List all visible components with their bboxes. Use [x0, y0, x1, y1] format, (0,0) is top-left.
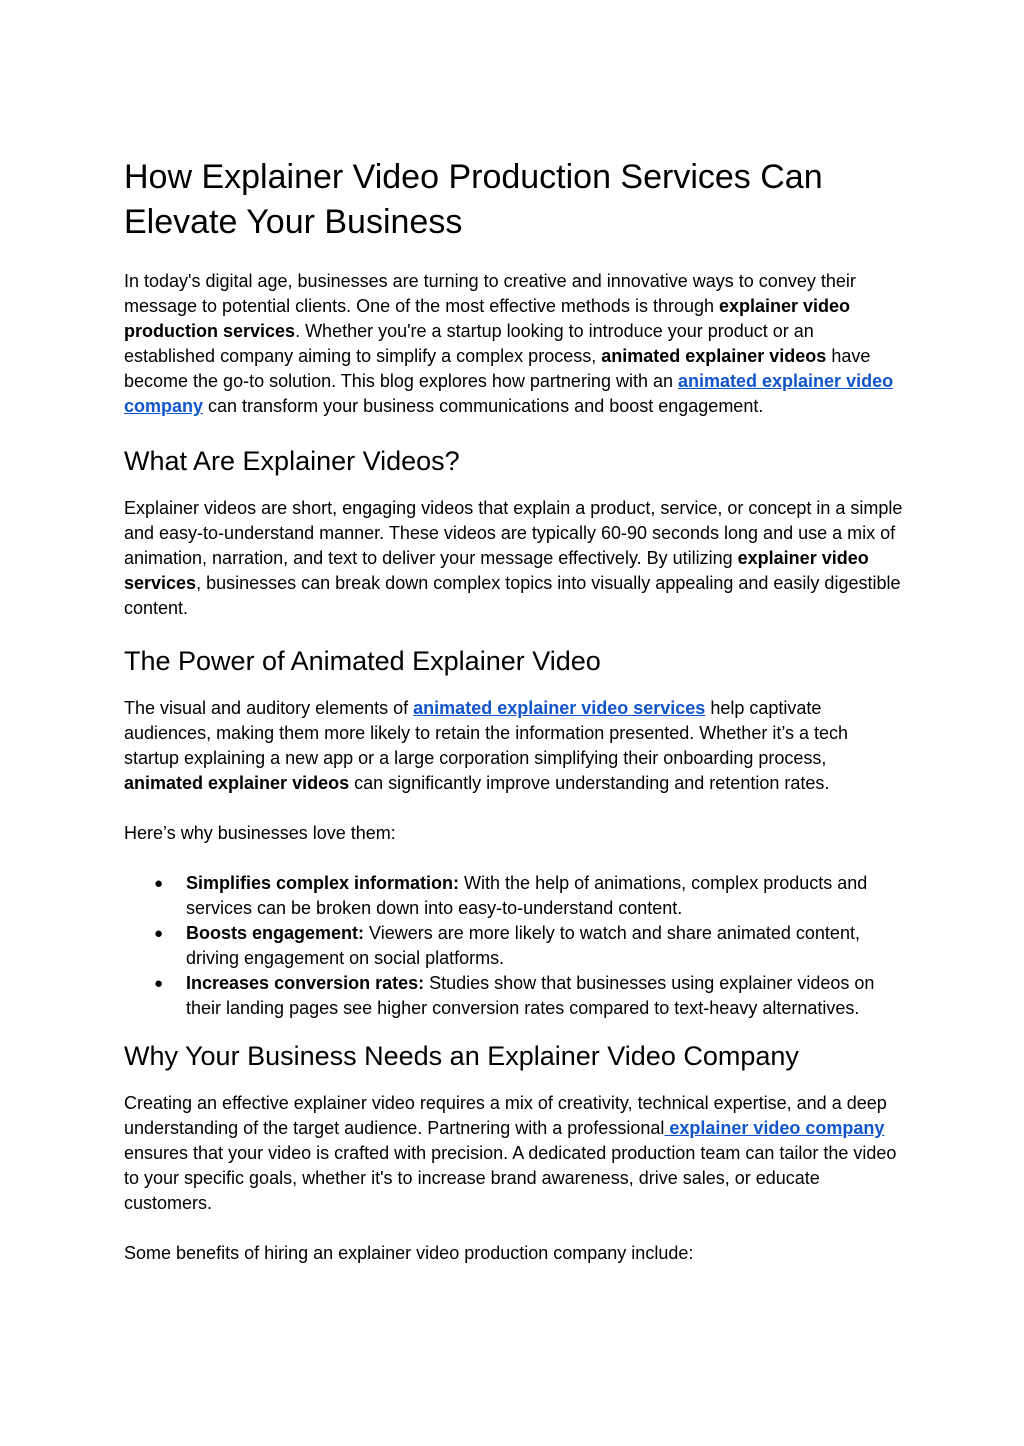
section3-paragraph — [124, 1091, 904, 1216]
list-item-bold: Simplifies complex information: — [186, 873, 460, 893]
document-page — [124, 155, 904, 1291]
section3-text-2: ensures that your video is crafted with precision. A dedicated production team can tailor the video to your specific goals, whether it's to increase brand awareness, drive sales, or educate customers. — [124, 1143, 897, 1213]
list-intro: Here’s why businesses love them: — [124, 823, 396, 843]
section1-text-2: , businesses can break down complex topics into visually appealing and easily digestible content. — [124, 573, 901, 618]
intro-bold-1: explainer video production services — [124, 296, 851, 341]
document-title: How Explainer Video Production Services Can Elevate Your Business — [124, 158, 823, 241]
intro-text-4: can transform your business communications and boost engagement. — [203, 396, 764, 416]
bullet-icon: ● — [154, 925, 164, 942]
bullet-icon: ● — [154, 875, 164, 892]
section1-paragraph — [124, 496, 904, 621]
section2-text-1: The visual and auditory elements of — [124, 698, 414, 718]
intro-text-2: . Whether you're a startup looking to introduce your product or an established company aiming to simplify a complex process, — [124, 321, 814, 366]
section2-bold-1: animated explainer videos — [124, 773, 350, 793]
intro-paragraph — [124, 269, 904, 419]
list-item-text: Viewers are more likely to watch and share animated content, driving engagement on social platforms. — [186, 923, 860, 968]
section-heading-what-are-explainer-videos: What Are Explainer Videos? — [124, 446, 460, 476]
section1-bold-1: explainer video services — [124, 548, 869, 593]
list-item-text: With the help of animations, complex products and services can be broken down into easy-to-understand content. — [186, 873, 868, 918]
bullet-icon: ● — [154, 975, 164, 992]
list-item-text: Studies show that businesses using explainer videos on their landing pages see higher conversion rates compared to text-heavy alternatives. — [186, 973, 875, 1018]
section-heading-power-of-animated: The Power of Animated Explainer Video — [124, 646, 601, 676]
list-item-bold: Boosts engagement: — [186, 923, 365, 943]
section3-text-1: Creating an effective explainer video requires a mix of creativity, technical expertise, and a deep understanding of the target audience. Partnering with a professional — [124, 1093, 887, 1138]
intro-bold-2: animated explainer videos — [601, 346, 827, 366]
section-heading-why-your-business-needs: Why Your Business Needs an Explainer Video Company — [124, 1041, 799, 1071]
list-item — [154, 871, 904, 921]
benefits-list — [124, 871, 904, 1021]
list-item — [154, 971, 904, 1021]
section2-text-2: help captivate audiences, making them more likely to retain the information presented. Whether it’s a tech startup explaining a new app or a large corporation simplifying their onboarding process, — [124, 698, 849, 768]
animated-explainer-video-company-link[interactable]: animated explainer video company — [124, 371, 894, 416]
animated-explainer-video-services-link[interactable]: animated explainer video services — [413, 698, 706, 718]
section1-text-1: Explainer videos are short, engaging videos that explain a product, service, or concept in a simple and easy-to-understand manner. These videos are typically 60-90 seconds long and use a mix of animation, narration, and text to deliver your message effectively. By utilizing — [124, 498, 903, 568]
section2-paragraph — [124, 696, 904, 796]
section3-closing: Some benefits of hiring an explainer video production company include: — [124, 1243, 694, 1263]
list-item — [154, 921, 904, 971]
explainer-video-company-link[interactable]: explainer video company — [664, 1118, 885, 1138]
list-item-bold: Increases conversion rates: — [186, 973, 425, 993]
section2-text-3: can significantly improve understanding and retention rates. — [349, 773, 830, 793]
intro-text-3: have become the go-to solution. This blog explores how partnering with an — [124, 346, 871, 391]
intro-text-1: In today's digital age, businesses are turning to creative and innovative ways to convey their message to potential clients. One of the most effective methods is through — [124, 271, 856, 316]
